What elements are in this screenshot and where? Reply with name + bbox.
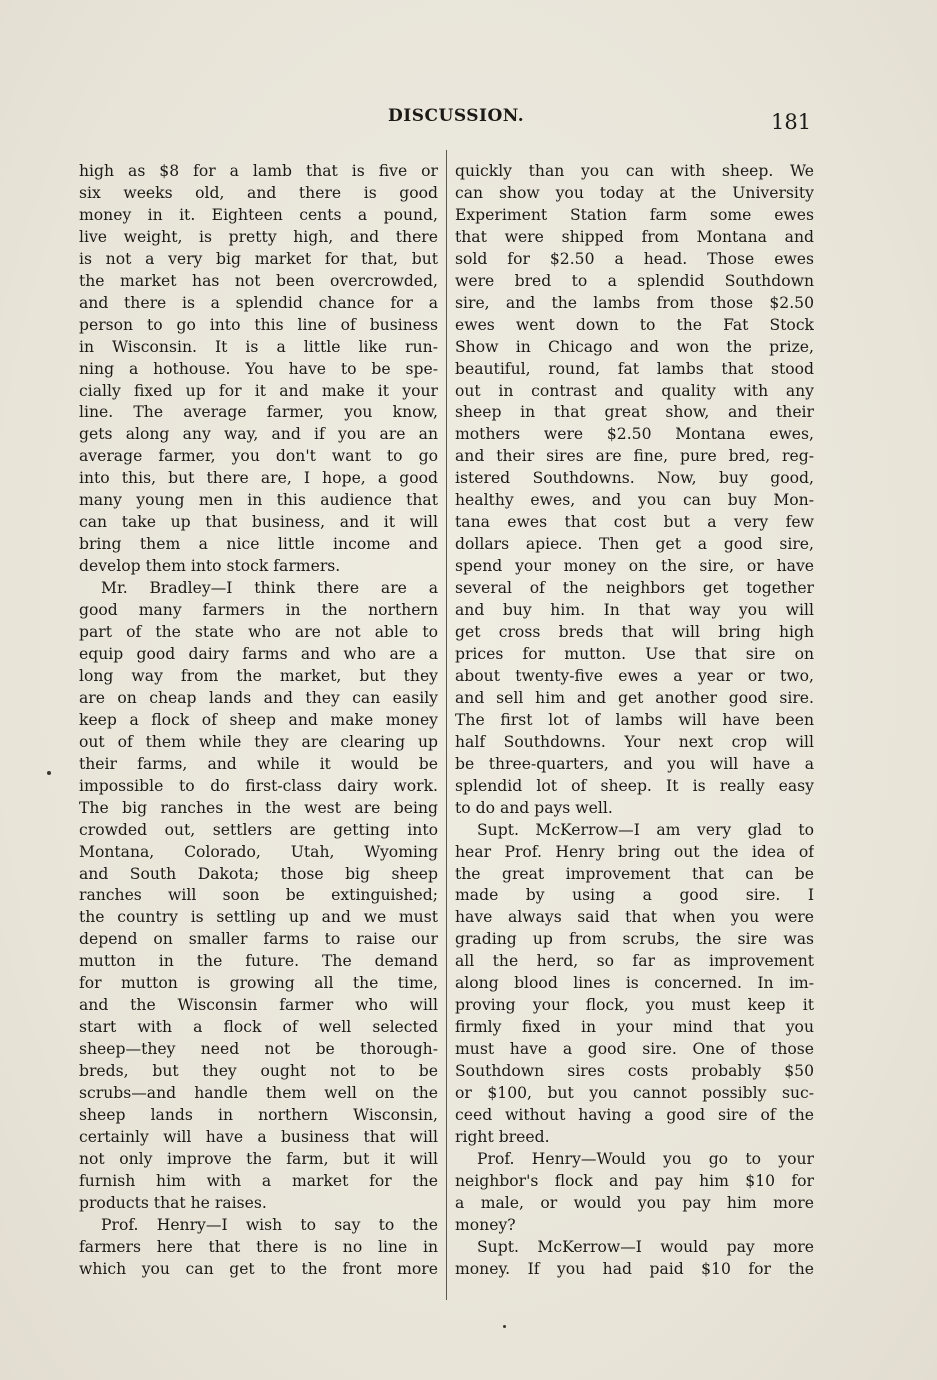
text-line: half Southdowns. Your next crop will — [455, 732, 814, 751]
text-line: develop them into stock farmers. — [79, 557, 341, 576]
text-line: ceed without having a good sire of the — [455, 1105, 814, 1124]
text-line: Prof. Henry—I wish to say to the — [101, 1215, 438, 1234]
text-line: can show you today at the University — [455, 183, 814, 202]
text-line: certainly will have a business that will — [79, 1127, 438, 1146]
text-line: are on cheap lands and they can easily — [79, 688, 438, 707]
text-line: neighbor's flock and pay him $10 for — [455, 1171, 814, 1190]
text-line: impossible to do first-class dairy work. — [79, 776, 438, 795]
text-line: and buy him. In that way you will — [455, 601, 814, 620]
text-line: farmers here that there is no line in — [79, 1237, 438, 1256]
text-line: made by using a good sire. I — [455, 886, 814, 905]
text-line: be three-quarters, and you will have a — [455, 754, 814, 773]
text-line: scrubs—and handle them well on the — [79, 1084, 438, 1103]
text-line: not only improve the farm, but it will — [79, 1149, 438, 1168]
text-line: Montana, Colorado, Utah, Wyoming — [79, 842, 438, 861]
text-line: bring them a nice little income and — [79, 535, 438, 554]
text-line: furnish him with a market for the — [79, 1171, 438, 1190]
text-line: and South Dakota; those big sheep — [79, 864, 438, 883]
print-speck — [47, 771, 51, 775]
text-line: many young men in this audience that — [79, 491, 438, 510]
text-line: live weight, is pretty high, and there — [79, 227, 438, 246]
text-line: gets along any way, and if you are an — [79, 425, 438, 444]
text-line: healthy ewes, and you can buy Mon- — [455, 491, 814, 510]
text-line: keep a flock of sheep and make money — [79, 710, 438, 729]
column-divider — [446, 150, 447, 1300]
text-line: The big ranches in the west are being — [79, 798, 438, 817]
text-line: have always said that when you were — [455, 908, 814, 927]
text-line: sold for $2.50 a head. Those ewes — [455, 249, 814, 268]
left-text-column — [79, 161, 438, 1281]
text-line: money. If you had paid $10 for the — [455, 1259, 814, 1278]
text-line: spend your money on the sire, or have — [455, 557, 814, 576]
text-line: dollars apiece. Then get a good sire, — [455, 535, 814, 554]
text-line: mothers were $2.50 Montana ewes, — [455, 425, 814, 444]
text-line: quickly than you can with sheep. We — [455, 162, 814, 180]
text-line: beautiful, round, fat lambs that stood — [455, 359, 814, 378]
text-line: sheep—they need not be thorough- — [79, 1040, 438, 1059]
text-line: into this, but there are, I hope, a good — [79, 469, 438, 488]
text-line: proving your flock, you must keep it — [455, 996, 814, 1015]
text-line: ning a hothouse. You have to be spe- — [79, 359, 438, 378]
text-line: sheep lands in northern Wisconsin, — [79, 1105, 438, 1124]
text-line: Southdown sires costs probably $50 — [455, 1062, 814, 1081]
text-line: good many farmers in the northern — [79, 601, 438, 620]
text-line: splendid lot of sheep. It is really easy — [455, 776, 814, 795]
text-line: Show in Chicago and won the prize, — [455, 337, 814, 356]
text-line: hear Prof. Henry bring out the idea of — [455, 842, 814, 861]
text-line: that were shipped from Montana and — [455, 227, 814, 246]
text-line: in Wisconsin. It is a little like run- — [79, 337, 438, 356]
text-line: to do and pays well. — [455, 798, 613, 817]
text-line: tana ewes that cost but a very few — [455, 513, 814, 532]
text-line: Prof. Henry—Would you go to your — [477, 1149, 814, 1168]
text-line: person to go into this line of business — [79, 315, 438, 334]
text-line: ewes went down to the Fat Stock — [455, 315, 814, 334]
text-line: sheep in that great show, and their — [455, 403, 814, 422]
text-line: six weeks old, and there is good — [79, 183, 438, 202]
text-line: depend on smaller farms to raise our — [79, 930, 438, 949]
text-line: and the Wisconsin farmer who will — [79, 996, 438, 1015]
text-line: their farms, and while it would be — [79, 754, 438, 773]
text-line: and sell him and get another good sire. — [455, 688, 814, 707]
text-line: long way from the market, but they — [79, 666, 438, 685]
text-line: several of the neighbors get together — [455, 579, 814, 598]
text-line: Mr. Bradley—I think there are a — [101, 579, 438, 598]
right-text-column — [455, 161, 814, 1281]
text-line: out in contrast and quality with any — [455, 381, 814, 400]
text-line: crowded out, settlers are getting into — [79, 820, 438, 839]
text-line: equip good dairy farms and who are a — [79, 644, 438, 663]
text-line: must have a good sire. One of those — [455, 1040, 814, 1059]
text-line: line. The average farmer, you know, — [79, 403, 438, 422]
text-line: get cross breds that will bring high — [455, 623, 814, 642]
text-line: the great improvement that can be — [455, 864, 814, 883]
text-line: Supt. McKerrow—I would pay more — [477, 1237, 814, 1256]
text-line: a male, or would you pay him more — [455, 1193, 814, 1212]
text-line: Experiment Station farm some ewes — [455, 205, 814, 224]
text-line: were bred to a splendid Southdown — [455, 271, 814, 290]
text-line: can take up that business, and it will — [79, 513, 438, 532]
text-line: money? — [455, 1215, 516, 1234]
page-number: 181 — [771, 110, 812, 134]
text-line: money in it. Eighteen cents a pound, — [79, 205, 438, 224]
text-line: grading up from scrubs, the sire was — [455, 930, 814, 949]
text-line: average farmer, you don't want to go — [79, 447, 438, 466]
text-line: along blood lines is concerned. In im- — [455, 974, 814, 993]
text-line: all the herd, so far as improvement — [455, 952, 814, 971]
text-line: is not a very big market for that, but — [79, 249, 438, 268]
text-line: for mutton is growing all the time, — [79, 974, 438, 993]
running-head: DISCUSSION. — [388, 106, 525, 126]
text-line: cially fixed up for it and make it your — [79, 381, 438, 400]
text-line: sire, and the lambs from those $2.50 — [455, 293, 814, 312]
text-line: high as $8 for a lamb that is five or — [79, 162, 438, 180]
text-line: and their sires are fine, pure bred, reg- — [455, 447, 814, 466]
text-line: mutton in the future. The demand — [79, 952, 438, 971]
text-line: out of them while they are clearing up — [79, 732, 438, 751]
text-line: part of the state who are not able to — [79, 623, 438, 642]
text-line: start with a flock of well selected — [79, 1018, 438, 1037]
text-line: right breed. — [455, 1127, 550, 1146]
text-line: istered Southdowns. Now, buy good, — [455, 469, 814, 488]
print-speck — [503, 1325, 506, 1328]
text-line: the market has not been overcrowded, — [79, 271, 438, 290]
text-line: the country is settling up and we must — [79, 908, 438, 927]
text-line: and there is a splendid chance for a — [79, 293, 438, 312]
text-line: breds, but they ought not to be — [79, 1062, 438, 1081]
text-line: ranches will soon be extinguished; — [79, 886, 438, 905]
text-line: products that he raises. — [79, 1193, 267, 1212]
text-line: or $100, but you cannot possibly suc- — [455, 1084, 814, 1103]
text-line: prices for mutton. Use that sire on — [455, 644, 814, 663]
text-line: which you can get to the front more — [79, 1259, 438, 1278]
text-line: firmly fixed in your mind that you — [455, 1018, 814, 1037]
text-line: about twenty-five ewes a year or two, — [455, 666, 814, 685]
text-line: Supt. McKerrow—I am very glad to — [477, 820, 814, 839]
text-line: The first lot of lambs will have been — [455, 710, 814, 729]
